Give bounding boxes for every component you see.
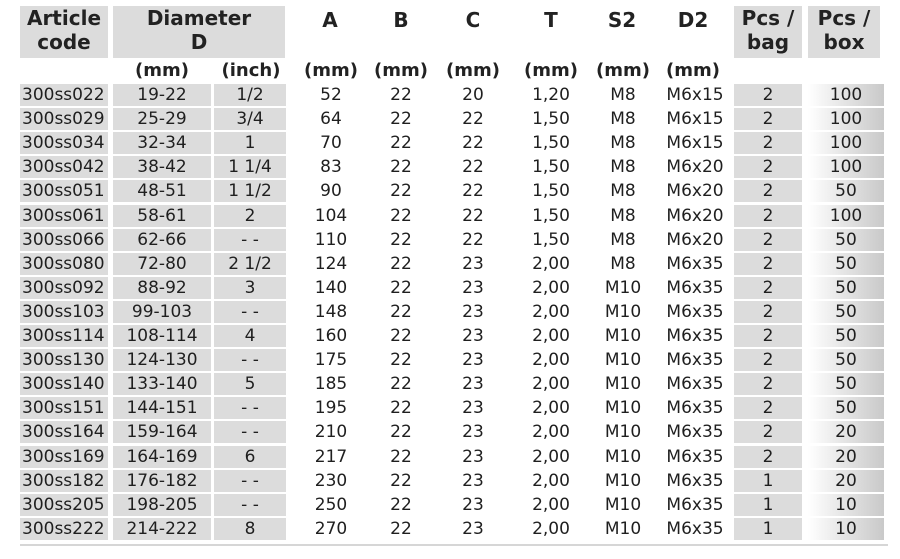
table-row xyxy=(0,325,900,347)
table-row xyxy=(0,494,900,516)
cell-mm: 214-222 xyxy=(113,518,211,540)
cell-s2: M10 xyxy=(604,447,642,467)
cell-inch: - - xyxy=(214,494,286,516)
cell-mm: 19-22 xyxy=(113,84,211,106)
cell-s2: M10 xyxy=(604,326,642,346)
cell-s2: M10 xyxy=(604,471,642,491)
cell-inch: 3 xyxy=(214,277,286,299)
cell-bag: 2 xyxy=(734,325,802,347)
cell-b: 22 xyxy=(390,519,412,539)
unit-d-inch: (inch) xyxy=(221,60,281,81)
cell-d2: M6x35 xyxy=(666,302,724,322)
table-row xyxy=(0,301,900,323)
cell-s2: M8 xyxy=(610,133,636,153)
cell-inch: 2 1/2 xyxy=(214,253,286,275)
header-article-code xyxy=(20,6,108,58)
cell-d2: M6x15 xyxy=(666,109,724,129)
cell-d2: M6x35 xyxy=(666,350,724,370)
header-b: B xyxy=(393,8,409,32)
cell-b: 22 xyxy=(390,471,412,491)
header-bag-line1: Pcs / xyxy=(741,6,795,30)
table-row xyxy=(0,446,900,468)
cell-mm: 62-66 xyxy=(113,229,211,251)
cell-d2: M6x35 xyxy=(666,278,724,298)
cell-t: 2,00 xyxy=(532,254,570,274)
cell-code: 300ss182 xyxy=(20,470,108,492)
cell-bag: 1 xyxy=(734,494,802,516)
cell-inch: 6 xyxy=(214,446,286,468)
cell-c: 23 xyxy=(462,519,484,539)
header-diameter-line1: Diameter xyxy=(146,6,252,30)
cell-d2: M6x35 xyxy=(666,519,724,539)
header-t: T xyxy=(544,8,558,32)
cell-box: 10 xyxy=(808,518,884,540)
cell-mm: 32-34 xyxy=(113,132,211,154)
header-diameter-line2: D xyxy=(190,30,208,54)
cell-c: 22 xyxy=(462,206,484,226)
cell-mm: 198-205 xyxy=(113,494,211,516)
cell-code: 300ss034 xyxy=(20,132,108,154)
cell-t: 1,50 xyxy=(532,181,570,201)
cell-inch: - - xyxy=(214,397,286,419)
cell-bag: 2 xyxy=(734,421,802,443)
cell-b: 22 xyxy=(390,278,412,298)
cell-t: 2,00 xyxy=(532,278,570,298)
header-pcs-bag xyxy=(734,6,802,58)
cell-d2: M6x20 xyxy=(666,206,724,226)
cell-code: 300ss151 xyxy=(20,397,108,419)
cell-inch: 1 1/2 xyxy=(214,180,286,202)
cell-a: 160 xyxy=(314,326,348,346)
cell-code: 300ss042 xyxy=(20,156,108,178)
cell-bag: 2 xyxy=(734,156,802,178)
cell-mm: 176-182 xyxy=(113,470,211,492)
cell-code: 300ss169 xyxy=(20,446,108,468)
table-row xyxy=(0,349,900,371)
cell-t: 2,00 xyxy=(532,447,570,467)
cell-a: 70 xyxy=(320,133,342,153)
cell-code: 300ss080 xyxy=(20,253,108,275)
cell-code: 300ss092 xyxy=(20,277,108,299)
cell-c: 22 xyxy=(462,133,484,153)
cell-s2: M10 xyxy=(604,519,642,539)
cell-box: 50 xyxy=(808,180,884,202)
cell-a: 250 xyxy=(314,495,348,515)
cell-s2: M8 xyxy=(610,206,636,226)
cell-d2: M6x20 xyxy=(666,157,724,177)
cell-d2: M6x35 xyxy=(666,374,724,394)
cell-bag: 2 xyxy=(734,108,802,130)
table-row xyxy=(0,397,900,419)
cell-b: 22 xyxy=(390,447,412,467)
cell-a: 230 xyxy=(314,471,348,491)
cell-box: 20 xyxy=(808,421,884,443)
cell-a: 148 xyxy=(314,302,348,322)
cell-inch: 4 xyxy=(214,325,286,347)
cell-d2: M6x35 xyxy=(666,422,724,442)
cell-bag: 2 xyxy=(734,229,802,251)
cell-box: 50 xyxy=(808,253,884,275)
cell-code: 300ss140 xyxy=(20,373,108,395)
cell-a: 90 xyxy=(320,181,342,201)
cell-b: 22 xyxy=(390,254,412,274)
cell-s2: M10 xyxy=(604,422,642,442)
cell-a: 140 xyxy=(314,278,348,298)
table-row xyxy=(0,470,900,492)
cell-d2: M6x35 xyxy=(666,471,724,491)
cell-code: 300ss029 xyxy=(20,108,108,130)
cell-code: 300ss061 xyxy=(20,205,108,227)
header-article-line2: code xyxy=(37,30,91,54)
cell-c: 23 xyxy=(462,447,484,467)
table-row xyxy=(0,518,900,540)
cell-bag: 1 xyxy=(734,518,802,540)
cell-code: 300ss130 xyxy=(20,349,108,371)
table-row xyxy=(0,180,900,202)
cell-box: 50 xyxy=(808,397,884,419)
cell-t: 1,50 xyxy=(532,109,570,129)
cell-inch: - - xyxy=(214,470,286,492)
cell-box: 100 xyxy=(808,205,884,227)
cell-t: 2,00 xyxy=(532,326,570,346)
cell-d2: M6x35 xyxy=(666,495,724,515)
cell-box: 50 xyxy=(808,277,884,299)
cell-t: 2,00 xyxy=(532,495,570,515)
unit-a: (mm) xyxy=(304,60,358,81)
cell-box: 50 xyxy=(808,373,884,395)
cell-d2: M6x20 xyxy=(666,230,724,250)
header-article-line1: Article xyxy=(26,6,102,30)
table-row xyxy=(0,84,900,106)
cell-b: 22 xyxy=(390,206,412,226)
cell-c: 22 xyxy=(462,109,484,129)
bottom-divider xyxy=(20,544,888,546)
cell-t: 2,00 xyxy=(532,350,570,370)
cell-b: 22 xyxy=(390,157,412,177)
table-row xyxy=(0,156,900,178)
cell-inch: 1 1/4 xyxy=(214,156,286,178)
cell-mm: 25-29 xyxy=(113,108,211,130)
cell-s2: M8 xyxy=(610,157,636,177)
cell-t: 2,00 xyxy=(532,302,570,322)
cell-box: 50 xyxy=(808,301,884,323)
header-s2: S2 xyxy=(607,8,637,32)
cell-d2: M6x35 xyxy=(666,326,724,346)
cell-t: 2,00 xyxy=(532,398,570,418)
cell-c: 23 xyxy=(462,350,484,370)
cell-mm: 144-151 xyxy=(113,397,211,419)
cell-t: 1,50 xyxy=(532,206,570,226)
cell-c: 23 xyxy=(462,422,484,442)
cell-inch: 5 xyxy=(214,373,286,395)
cell-b: 22 xyxy=(390,230,412,250)
cell-bag: 2 xyxy=(734,277,802,299)
cell-mm: 99-103 xyxy=(113,301,211,323)
cell-t: 1,50 xyxy=(532,230,570,250)
cell-inch: 1/2 xyxy=(214,84,286,106)
cell-code: 300ss164 xyxy=(20,421,108,443)
cell-b: 22 xyxy=(390,350,412,370)
header-box-line2: box xyxy=(823,30,865,54)
cell-bag: 2 xyxy=(734,373,802,395)
cell-b: 22 xyxy=(390,374,412,394)
cell-b: 22 xyxy=(390,181,412,201)
cell-code: 300ss222 xyxy=(20,518,108,540)
cell-a: 64 xyxy=(320,109,342,129)
cell-box: 20 xyxy=(808,470,884,492)
cell-a: 104 xyxy=(314,206,348,226)
cell-mm: 159-164 xyxy=(113,421,211,443)
table-row xyxy=(0,253,900,275)
cell-box: 50 xyxy=(808,349,884,371)
cell-d2: M6x15 xyxy=(666,133,724,153)
cell-t: 2,00 xyxy=(532,374,570,394)
header-pcs-box xyxy=(808,6,880,58)
cell-box: 10 xyxy=(808,494,884,516)
header-box-line1: Pcs / xyxy=(817,6,871,30)
cell-box: 50 xyxy=(808,325,884,347)
cell-a: 270 xyxy=(314,519,348,539)
cell-t: 1,50 xyxy=(532,157,570,177)
cell-mm: 133-140 xyxy=(113,373,211,395)
cell-s2: M10 xyxy=(604,278,642,298)
cell-a: 52 xyxy=(320,85,342,105)
cell-t: 2,00 xyxy=(532,471,570,491)
cell-c: 23 xyxy=(462,254,484,274)
table-row xyxy=(0,132,900,154)
cell-t: 1,50 xyxy=(532,133,570,153)
unit-d2: (mm) xyxy=(666,60,720,81)
cell-a: 217 xyxy=(314,447,348,467)
cell-bag: 2 xyxy=(734,349,802,371)
cell-s2: M8 xyxy=(610,181,636,201)
cell-inch: 8 xyxy=(214,518,286,540)
cell-a: 175 xyxy=(314,350,348,370)
cell-a: 210 xyxy=(314,422,348,442)
table-row xyxy=(0,205,900,227)
cell-mm: 38-42 xyxy=(113,156,211,178)
cell-a: 83 xyxy=(320,157,342,177)
cell-mm: 108-114 xyxy=(113,325,211,347)
cell-box: 100 xyxy=(808,132,884,154)
cell-inch: 1 xyxy=(214,132,286,154)
cell-b: 22 xyxy=(390,326,412,346)
header-d2: D2 xyxy=(677,8,709,32)
cell-b: 22 xyxy=(390,495,412,515)
cell-c: 22 xyxy=(462,230,484,250)
cell-bag: 2 xyxy=(734,446,802,468)
cell-s2: M10 xyxy=(604,398,642,418)
cell-a: 110 xyxy=(314,230,348,250)
table-row xyxy=(0,229,900,251)
cell-b: 22 xyxy=(390,109,412,129)
cell-mm: 48-51 xyxy=(113,180,211,202)
cell-c: 23 xyxy=(462,278,484,298)
cell-d2: M6x20 xyxy=(666,181,724,201)
cell-c: 23 xyxy=(462,398,484,418)
cell-code: 300ss051 xyxy=(20,180,108,202)
cell-c: 22 xyxy=(462,181,484,201)
cell-a: 124 xyxy=(314,254,348,274)
header-c: C xyxy=(465,8,481,32)
cell-d2: M6x15 xyxy=(666,85,724,105)
cell-mm: 72-80 xyxy=(113,253,211,275)
cell-mm: 164-169 xyxy=(113,446,211,468)
cell-s2: M8 xyxy=(610,109,636,129)
cell-a: 195 xyxy=(314,398,348,418)
cell-bag: 2 xyxy=(734,301,802,323)
unit-c: (mm) xyxy=(446,60,500,81)
table-row xyxy=(0,108,900,130)
cell-box: 100 xyxy=(808,84,884,106)
cell-box: 20 xyxy=(808,446,884,468)
table-row xyxy=(0,373,900,395)
cell-c: 20 xyxy=(462,85,484,105)
cell-s2: M10 xyxy=(604,374,642,394)
cell-inch: 3/4 xyxy=(214,108,286,130)
cell-mm: 58-61 xyxy=(113,205,211,227)
cell-t: 2,00 xyxy=(532,519,570,539)
cell-bag: 2 xyxy=(734,205,802,227)
unit-t: (mm) xyxy=(524,60,578,81)
cell-inch: - - xyxy=(214,301,286,323)
cell-s2: M8 xyxy=(610,254,636,274)
cell-bag: 2 xyxy=(734,84,802,106)
cell-b: 22 xyxy=(390,85,412,105)
unit-b: (mm) xyxy=(374,60,428,81)
cell-c: 23 xyxy=(462,302,484,322)
cell-inch: 2 xyxy=(214,205,286,227)
table-row xyxy=(0,421,900,443)
cell-b: 22 xyxy=(390,133,412,153)
unit-s2: (mm) xyxy=(596,60,650,81)
cell-bag: 1 xyxy=(734,470,802,492)
unit-d-mm: (mm) xyxy=(135,60,189,81)
cell-code: 300ss022 xyxy=(20,84,108,106)
cell-s2: M8 xyxy=(610,230,636,250)
cell-t: 2,00 xyxy=(532,422,570,442)
cell-code: 300ss114 xyxy=(20,325,108,347)
cell-mm: 88-92 xyxy=(113,277,211,299)
cell-box: 50 xyxy=(808,229,884,251)
cell-bag: 2 xyxy=(734,397,802,419)
cell-t: 1,20 xyxy=(532,85,570,105)
cell-box: 100 xyxy=(808,108,884,130)
cell-code: 300ss205 xyxy=(20,494,108,516)
cell-c: 23 xyxy=(462,495,484,515)
cell-code: 300ss103 xyxy=(20,301,108,323)
cell-inch: - - xyxy=(214,349,286,371)
cell-b: 22 xyxy=(390,302,412,322)
cell-inch: - - xyxy=(214,229,286,251)
cell-d2: M6x35 xyxy=(666,254,724,274)
cell-code: 300ss066 xyxy=(20,229,108,251)
cell-c: 23 xyxy=(462,374,484,394)
cell-s2: M10 xyxy=(604,350,642,370)
cell-c: 22 xyxy=(462,157,484,177)
table-row xyxy=(0,277,900,299)
cell-s2: M10 xyxy=(604,495,642,515)
cell-bag: 2 xyxy=(734,132,802,154)
header-diameter xyxy=(113,6,285,58)
cell-bag: 2 xyxy=(734,253,802,275)
cell-s2: M8 xyxy=(610,85,636,105)
cell-bag: 2 xyxy=(734,180,802,202)
cell-a: 185 xyxy=(314,374,348,394)
cell-box: 100 xyxy=(808,156,884,178)
cell-s2: M10 xyxy=(604,302,642,322)
cell-b: 22 xyxy=(390,398,412,418)
cell-mm: 124-130 xyxy=(113,349,211,371)
header-bag-line2: bag xyxy=(746,30,790,54)
cell-inch: - - xyxy=(214,421,286,443)
cell-c: 23 xyxy=(462,326,484,346)
cell-b: 22 xyxy=(390,422,412,442)
cell-d2: M6x35 xyxy=(666,398,724,418)
header-a: A xyxy=(322,8,338,32)
cell-c: 23 xyxy=(462,471,484,491)
cell-d2: M6x35 xyxy=(666,447,724,467)
